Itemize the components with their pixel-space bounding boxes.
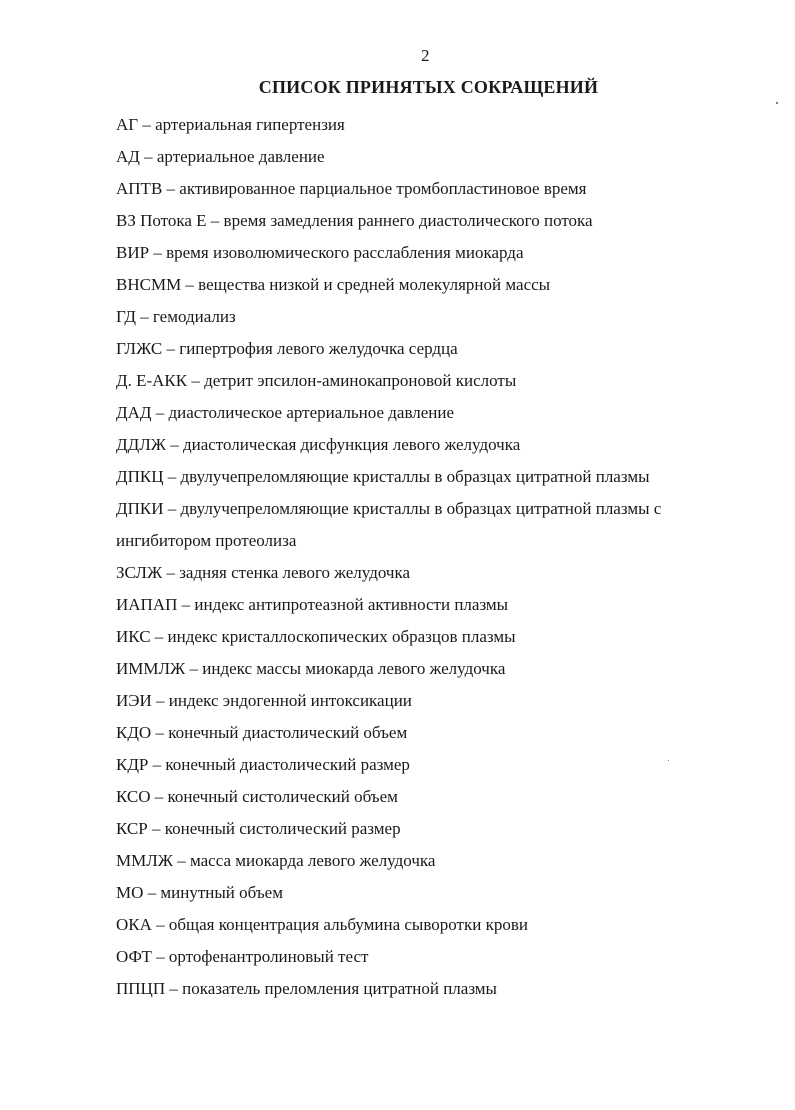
abbreviation-entry: ИКС – индекс кристаллоскопических образцов плазмы bbox=[116, 627, 516, 646]
abbreviation-entry: КСО – конечный систолический объем bbox=[116, 787, 398, 806]
abbreviation-entry: ИЭИ – индекс эндогенной интоксикации bbox=[116, 691, 412, 710]
abbreviation-entry: ВЗ Потока Е – время замедления раннего диастолического потока bbox=[116, 211, 593, 230]
abbreviation-entry: ДАД – диастолическое артериальное давление bbox=[116, 403, 455, 422]
scan-speck bbox=[776, 102, 778, 104]
abbreviation-entry: ВИР – время изоволюмического расслабления миокарда bbox=[116, 243, 524, 262]
abbreviation-entry: АД – артериальное давление bbox=[116, 147, 325, 166]
abbreviation-entry: ОФТ – ортофенантролиновый тест bbox=[116, 947, 369, 966]
abbreviation-entry: АГ – артериальная гипертензия bbox=[116, 115, 345, 134]
abbreviation-entry: ГЛЖС – гипертрофия левого желудочка сердца bbox=[116, 339, 458, 358]
abbreviation-entry: КДО – конечный диастолический объем bbox=[116, 723, 408, 742]
abbreviation-entry: ДПКЦ – двулучепреломляющие кристаллы в образцах цитратной плазмы bbox=[116, 467, 650, 486]
abbreviation-list bbox=[116, 109, 736, 1005]
abbreviation-entry: МО – минутный объем bbox=[116, 883, 283, 902]
abbreviation-entry: ИММЛЖ – индекс массы миокарда левого желудочка bbox=[116, 659, 506, 678]
abbreviation-entry: ММЛЖ – масса миокарда левого желудочка bbox=[116, 851, 436, 870]
abbreviation-entry: ГД – гемодиализ bbox=[116, 307, 236, 326]
abbreviation-entry: ИАПАП – индекс антипротеазной активности плазмы bbox=[116, 595, 509, 614]
abbreviation-entry: ОКА – общая концентрация альбумина сыворотки крови bbox=[116, 915, 528, 934]
abbreviation-entry: ДПКИ – двулучепреломляющие кристаллы в образцах цитратной плазмы с ингибитором протеолиза bbox=[116, 499, 662, 550]
page-title: СПИСОК ПРИНЯТЫХ СОКРАЩЕНИЙ bbox=[258, 77, 599, 97]
scan-speck bbox=[668, 760, 669, 761]
abbreviation-entry: ДДЛЖ – диастолическая дисфункция левого желудочка bbox=[116, 435, 521, 454]
abbreviation-entry: Д. Е-АКК – детрит эпсилон-аминокапроновой кислоты bbox=[116, 371, 517, 390]
page-number: 2 bbox=[421, 46, 430, 65]
abbreviation-entry: КСР – конечный систолический размер bbox=[116, 819, 401, 838]
abbreviation-entry: ЗСЛЖ – задняя стенка левого желудочка bbox=[116, 563, 411, 582]
abbreviation-entry: КДР – конечный диастолический размер bbox=[116, 755, 410, 774]
abbreviation-entry: ППЦП – показатель преломления цитратной плазмы bbox=[116, 979, 497, 998]
abbreviation-entry: АПТВ – активированное парциальное тромбопластиновое время bbox=[116, 179, 587, 198]
abbreviation-entry: ВНСММ – вещества низкой и средней молекулярной массы bbox=[116, 275, 551, 294]
